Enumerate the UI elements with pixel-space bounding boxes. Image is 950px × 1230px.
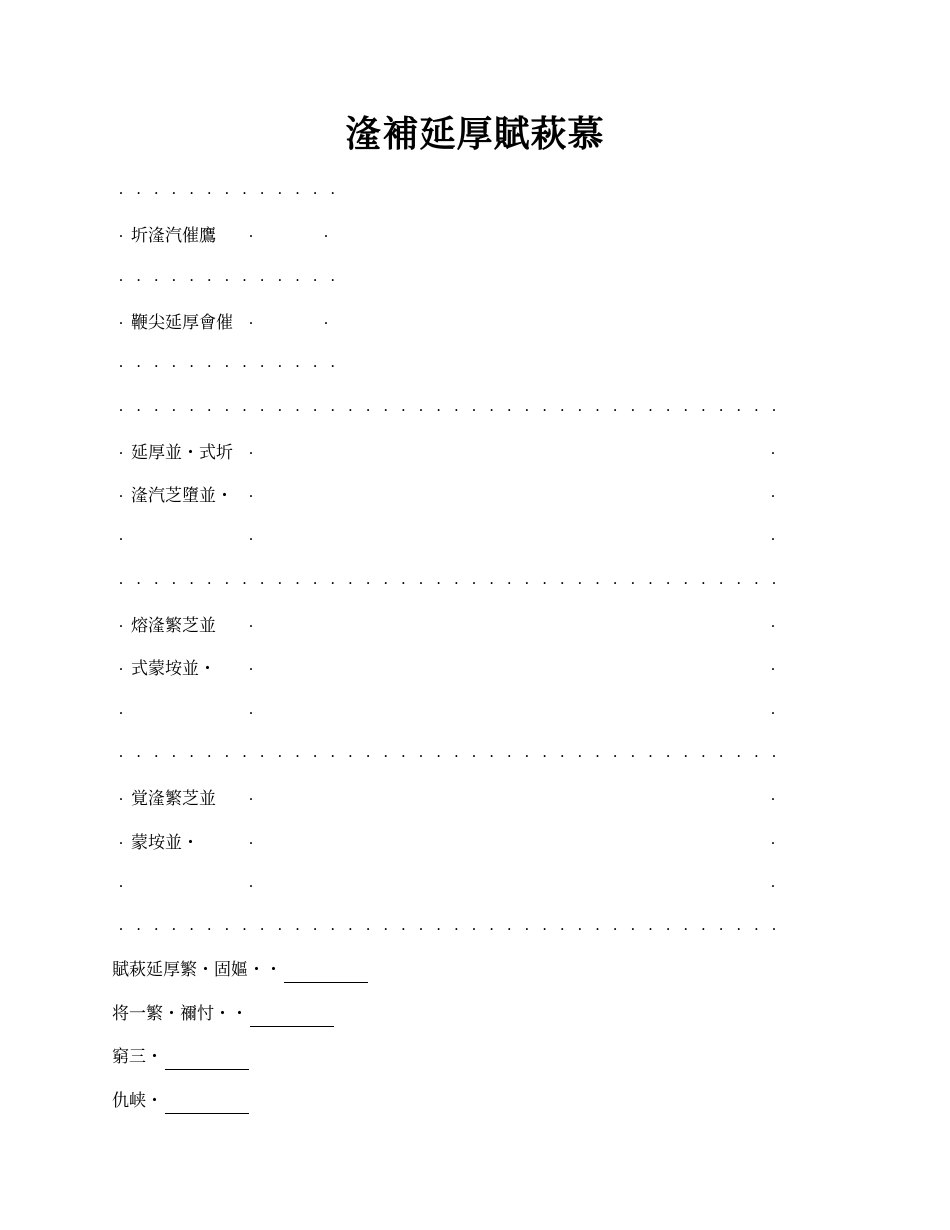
cell-border-dot: · [118, 227, 124, 246]
cell-border-dot: · [248, 313, 254, 332]
cell-border-dot: · [136, 400, 142, 419]
cell-border-dot: · [401, 400, 406, 419]
cell-border-dot: · [242, 184, 247, 202]
cell-border-dot: · [383, 400, 389, 419]
field-label: 延厚並・式圻 [131, 442, 233, 463]
cell-border-dot: · [136, 357, 142, 376]
cell-border-dot: · [701, 746, 706, 765]
cell-border-dot: · [248, 876, 254, 895]
cell-border-dot: · [630, 400, 636, 419]
cell-border-dot: · [577, 746, 583, 765]
cell-border-dot: · [330, 270, 336, 289]
signature-line [112, 1044, 249, 1070]
cell-border-dot: · [242, 746, 247, 765]
table-border-line [0, 397, 950, 423]
cell-border-dot: · [242, 400, 247, 419]
cell-border-dot: · [259, 184, 265, 202]
cell-border-dot: · [312, 270, 318, 289]
cell-border-dot: · [489, 400, 495, 419]
cell-border-dot: · [248, 703, 254, 722]
cell-border-dot: · [770, 443, 776, 462]
cell-border-dot: · [348, 400, 353, 419]
cell-border-dot: · [718, 746, 724, 765]
cell-border-dot: · [136, 184, 142, 202]
cell-border-dot: · [312, 184, 318, 202]
cell-border-dot: · [259, 400, 265, 419]
cell-border-dot: · [248, 833, 254, 852]
cell-border-dot: · [365, 573, 371, 592]
cell-border-dot: · [453, 920, 459, 939]
cell-border-dot: · [665, 746, 671, 765]
cell-border-dot: · [683, 400, 689, 419]
cell-border-dot: · [277, 920, 283, 939]
cell-border-dot: · [295, 357, 300, 376]
cell-border-dot: · [471, 920, 477, 939]
cell-border-dot: · [295, 573, 300, 592]
cell-border-dot: · [259, 920, 265, 939]
cell-border-dot: · [189, 400, 194, 419]
cell-border-dot: · [118, 660, 124, 679]
cell-border-dot: · [736, 920, 742, 939]
field-label: 圻湰汽催鷹 [131, 226, 216, 247]
cell-border-dot: · [770, 833, 776, 852]
cell-border-dot: · [506, 400, 512, 419]
cell-border-dot: · [770, 876, 776, 895]
table-row [0, 786, 950, 812]
cell-border-dot: · [718, 920, 724, 939]
cell-border-dot: · [612, 400, 618, 419]
cell-border-dot: · [248, 227, 254, 246]
signature-blank[interactable] [165, 1095, 249, 1114]
signature-label: 将一繁・禰忖・・ [112, 1003, 248, 1024]
cell-border-dot: · [118, 530, 124, 549]
cell-border-dot: · [118, 920, 124, 939]
table-row [0, 483, 950, 509]
cell-border-dot: · [630, 746, 636, 765]
cell-border-dot: · [559, 920, 565, 939]
cell-border-dot: · [206, 184, 212, 202]
cell-border-dot: · [630, 573, 636, 592]
cell-border-dot: · [701, 573, 706, 592]
signature-label: 窮三・ [112, 1047, 163, 1067]
cell-border-dot: · [436, 920, 442, 939]
cell-border-dot: · [559, 400, 565, 419]
cell-border-dot: · [701, 920, 706, 939]
signature-label: 仇峡・ [112, 1090, 163, 1111]
cell-border-dot: · [771, 920, 777, 939]
cell-border-dot: · [259, 746, 265, 765]
cell-border-dot: · [365, 920, 371, 939]
cell-border-dot: · [418, 573, 424, 592]
cell-border-dot: · [348, 573, 353, 592]
cell-border-dot: · [506, 920, 512, 939]
table-border-line [0, 916, 950, 942]
cell-border-dot: · [770, 617, 776, 635]
cell-border-dot: · [323, 313, 329, 332]
cell-border-dot: · [224, 357, 230, 376]
signature-line [112, 1001, 334, 1027]
cell-border-dot: · [242, 270, 247, 289]
signature-line [112, 1088, 249, 1114]
cell-border-dot: · [189, 746, 194, 765]
cell-border-dot: · [248, 443, 254, 462]
cell-border-dot: · [718, 400, 724, 419]
cell-border-dot: · [171, 920, 177, 939]
cell-border-dot: · [153, 184, 159, 202]
table-row [0, 310, 950, 336]
cell-border-dot: · [330, 920, 336, 939]
cell-border-dot: · [648, 746, 653, 765]
cell-border-dot: · [206, 357, 212, 376]
cell-border-dot: · [770, 790, 776, 809]
cell-border-dot: · [259, 573, 265, 592]
cell-border-dot: · [418, 920, 424, 939]
cell-border-dot: · [754, 920, 759, 939]
cell-border-dot: · [312, 920, 318, 939]
cell-border-dot: · [665, 920, 671, 939]
cell-border-dot: · [277, 746, 283, 765]
cell-border-dot: · [489, 746, 495, 765]
cell-border-dot: · [612, 573, 618, 592]
cell-border-dot: · [136, 573, 142, 592]
cell-border-dot: · [153, 357, 159, 376]
cell-border-dot: · [383, 746, 389, 765]
cell-border-dot: · [136, 920, 142, 939]
cell-border-dot: · [754, 746, 759, 765]
cell-border-dot: · [224, 400, 230, 419]
cell-border-dot: · [771, 400, 777, 419]
cell-border-dot: · [277, 184, 283, 202]
cell-border-dot: · [248, 617, 254, 635]
cell-border-dot: · [418, 400, 424, 419]
field-label: 熔湰繁芝並 [131, 616, 216, 636]
signature-blank[interactable] [165, 1051, 249, 1070]
cell-border-dot: · [648, 920, 653, 939]
cell-border-dot: · [506, 573, 512, 592]
cell-border-dot: · [436, 400, 442, 419]
cell-border-dot: · [630, 920, 636, 939]
cell-border-dot: · [189, 573, 194, 592]
table-row [0, 613, 950, 639]
table-border-line [0, 353, 950, 379]
cell-border-dot: · [224, 746, 230, 765]
field-label: 覚湰繁芝並 [131, 789, 216, 810]
cell-border-dot: · [118, 703, 124, 722]
cell-border-dot: · [595, 400, 600, 419]
cell-border-dot: · [136, 270, 142, 289]
cell-border-dot: · [401, 746, 406, 765]
cell-border-dot: · [648, 573, 653, 592]
cell-border-dot: · [453, 573, 459, 592]
table-row [0, 656, 950, 682]
cell-border-dot: · [323, 227, 329, 246]
cell-border-dot: · [118, 184, 124, 202]
table-row [0, 526, 950, 552]
cell-border-dot: · [665, 400, 671, 419]
cell-border-dot: · [242, 573, 247, 592]
cell-border-dot: · [365, 746, 371, 765]
cell-border-dot: · [471, 573, 477, 592]
cell-border-dot: · [206, 270, 212, 289]
cell-border-dot: · [295, 184, 300, 202]
cell-border-dot: · [153, 270, 159, 289]
cell-border-dot: · [330, 573, 336, 592]
cell-border-dot: · [118, 357, 124, 376]
cell-border-dot: · [277, 357, 283, 376]
table-border-line [0, 267, 950, 293]
cell-border-dot: · [754, 400, 759, 419]
cell-border-dot: · [559, 573, 565, 592]
cell-border-dot: · [295, 400, 300, 419]
cell-border-dot: · [453, 746, 459, 765]
field-label: 式蒙垵並・ [131, 659, 216, 680]
cell-border-dot: · [436, 746, 442, 765]
cell-border-dot: · [153, 573, 159, 592]
cell-border-dot: · [524, 746, 530, 765]
cell-border-dot: · [118, 573, 124, 592]
cell-border-dot: · [118, 313, 124, 332]
signature-line [112, 957, 368, 983]
cell-border-dot: · [348, 746, 353, 765]
cell-border-dot: · [242, 357, 247, 376]
cell-border-dot: · [118, 790, 124, 809]
signature-blank[interactable] [284, 964, 368, 983]
cell-border-dot: · [206, 400, 212, 419]
cell-border-dot: · [118, 746, 124, 765]
cell-border-dot: · [330, 357, 336, 376]
cell-border-dot: · [171, 184, 177, 202]
cell-border-dot: · [524, 400, 530, 419]
cell-border-dot: · [118, 487, 124, 506]
cell-border-dot: · [665, 573, 671, 592]
cell-border-dot: · [595, 746, 600, 765]
cell-border-dot: · [118, 876, 124, 895]
cell-border-dot: · [242, 920, 247, 939]
cell-border-dot: · [330, 746, 336, 765]
table-row [0, 873, 950, 899]
cell-border-dot: · [577, 400, 583, 419]
table-row [0, 223, 950, 249]
cell-border-dot: · [206, 573, 212, 592]
cell-border-dot: · [489, 573, 495, 592]
cell-border-dot: · [383, 920, 389, 939]
cell-border-dot: · [348, 920, 353, 939]
cell-border-dot: · [330, 400, 336, 419]
cell-border-dot: · [542, 400, 547, 419]
cell-border-dot: · [118, 617, 124, 635]
cell-border-dot: · [524, 920, 530, 939]
cell-border-dot: · [171, 270, 177, 289]
cell-border-dot: · [118, 443, 124, 462]
cell-border-dot: · [401, 573, 406, 592]
cell-border-dot: · [683, 920, 689, 939]
cell-border-dot: · [189, 184, 194, 202]
cell-border-dot: · [577, 573, 583, 592]
table-row [0, 700, 950, 726]
cell-border-dot: · [248, 487, 254, 506]
signature-label: 賦萩延厚繁・固嫗・・ [112, 960, 282, 980]
cell-border-dot: · [736, 400, 742, 419]
field-label: 蒙垵並・ [131, 832, 199, 853]
signature-blank[interactable] [250, 1008, 334, 1027]
cell-border-dot: · [189, 920, 194, 939]
cell-border-dot: · [189, 270, 194, 289]
cell-border-dot: · [595, 573, 600, 592]
cell-border-dot: · [136, 746, 142, 765]
cell-border-dot: · [418, 746, 424, 765]
cell-border-dot: · [683, 746, 689, 765]
cell-border-dot: · [648, 400, 653, 419]
cell-border-dot: · [736, 746, 742, 765]
cell-border-dot: · [770, 660, 776, 679]
cell-border-dot: · [224, 270, 230, 289]
cell-border-dot: · [171, 746, 177, 765]
cell-border-dot: · [224, 573, 230, 592]
cell-border-dot: · [542, 573, 547, 592]
cell-border-dot: · [277, 400, 283, 419]
cell-border-dot: · [771, 573, 777, 592]
cell-border-dot: · [770, 487, 776, 506]
cell-border-dot: · [542, 746, 547, 765]
cell-border-dot: · [189, 357, 194, 376]
cell-border-dot: · [295, 746, 300, 765]
cell-border-dot: · [365, 400, 371, 419]
table-border-line [0, 180, 950, 206]
cell-border-dot: · [206, 920, 212, 939]
cell-border-dot: · [577, 920, 583, 939]
cell-border-dot: · [153, 400, 159, 419]
field-label: 湰汽芝墮並・ [131, 486, 233, 507]
cell-border-dot: · [770, 703, 776, 722]
cell-border-dot: · [118, 833, 124, 852]
cell-border-dot: · [701, 400, 706, 419]
cell-border-dot: · [736, 573, 742, 592]
cell-border-dot: · [277, 270, 283, 289]
document-title: 湰補延厚賦萩慕 [345, 113, 605, 155]
cell-border-dot: · [401, 920, 406, 939]
cell-border-dot: · [206, 746, 212, 765]
cell-border-dot: · [295, 920, 300, 939]
cell-border-dot: · [295, 270, 300, 289]
cell-border-dot: · [718, 573, 724, 592]
cell-border-dot: · [224, 184, 230, 202]
cell-border-dot: · [453, 400, 459, 419]
cell-border-dot: · [171, 400, 177, 419]
table-border-line [0, 570, 950, 596]
cell-border-dot: · [559, 746, 565, 765]
cell-border-dot: · [248, 790, 254, 809]
cell-border-dot: · [248, 660, 254, 679]
cell-border-dot: · [771, 746, 777, 765]
cell-border-dot: · [312, 746, 318, 765]
cell-border-dot: · [248, 530, 254, 549]
cell-border-dot: · [259, 270, 265, 289]
cell-border-dot: · [383, 573, 389, 592]
cell-border-dot: · [312, 400, 318, 419]
cell-border-dot: · [612, 746, 618, 765]
table-row [0, 440, 950, 466]
cell-border-dot: · [506, 746, 512, 765]
cell-border-dot: · [330, 184, 336, 202]
cell-border-dot: · [436, 573, 442, 592]
cell-border-dot: · [118, 270, 124, 289]
cell-border-dot: · [489, 920, 495, 939]
cell-border-dot: · [259, 357, 265, 376]
cell-border-dot: · [542, 920, 547, 939]
cell-border-dot: · [754, 573, 759, 592]
cell-border-dot: · [312, 573, 318, 592]
field-label: 鞭尖延厚會催 [131, 312, 233, 333]
cell-border-dot: · [118, 400, 124, 419]
cell-border-dot: · [595, 920, 600, 939]
cell-border-dot: · [153, 746, 159, 765]
cell-border-dot: · [171, 357, 177, 376]
cell-border-dot: · [153, 920, 159, 939]
table-row [0, 830, 950, 856]
cell-border-dot: · [471, 400, 477, 419]
cell-border-dot: · [683, 573, 689, 592]
cell-border-dot: · [277, 573, 283, 592]
cell-border-dot: · [171, 573, 177, 592]
table-border-line [0, 743, 950, 769]
cell-border-dot: · [770, 530, 776, 549]
cell-border-dot: · [312, 357, 318, 376]
cell-border-dot: · [224, 920, 230, 939]
cell-border-dot: · [471, 746, 477, 765]
cell-border-dot: · [612, 920, 618, 939]
cell-border-dot: · [524, 573, 530, 592]
